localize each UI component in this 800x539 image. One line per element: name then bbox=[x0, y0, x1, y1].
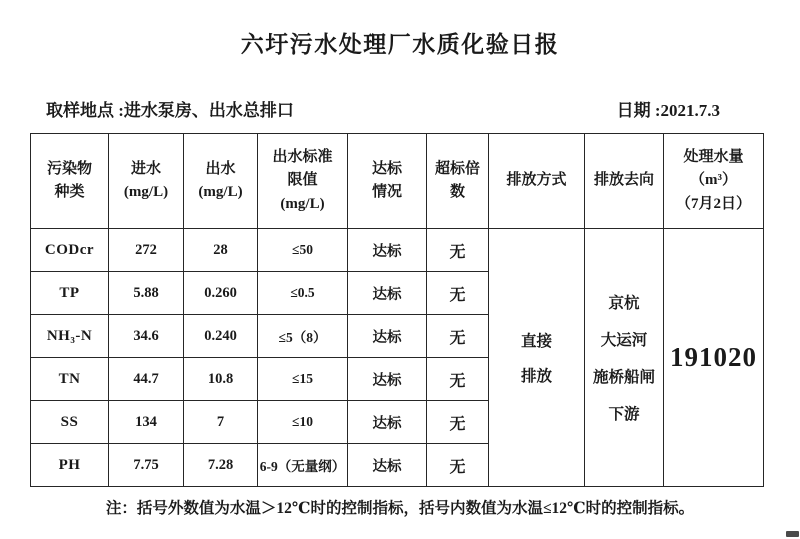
header-line: (mg/L) bbox=[198, 184, 243, 200]
limit-value: 6-9（无量纲） bbox=[258, 444, 348, 487]
col-header-exceedance bbox=[427, 134, 489, 229]
header-line: 限值 bbox=[287, 172, 318, 189]
pollutant-name: TP bbox=[31, 272, 109, 315]
header-line: (mg/L) bbox=[123, 184, 169, 200]
exceedance-value: 无 bbox=[427, 272, 489, 315]
compliance-status: 达标 bbox=[348, 358, 427, 401]
page-title: 六圩污水处理厂水质化验日报 bbox=[240, 32, 560, 57]
treated-water-volume: 191020 bbox=[664, 229, 764, 487]
compliance-status: 达标 bbox=[348, 272, 427, 315]
col-header-discharge-method bbox=[489, 134, 585, 229]
influent-value: 272 bbox=[109, 229, 184, 272]
header-line: （m³） bbox=[690, 172, 737, 189]
header-line: 排放方式 bbox=[506, 172, 567, 189]
effluent-value: 7.28 bbox=[184, 444, 258, 487]
exceedance-value: 无 bbox=[427, 401, 489, 444]
influent-value: 34.6 bbox=[109, 315, 184, 358]
col-header-treated-water-volume bbox=[664, 134, 764, 229]
header-line: 达标 bbox=[371, 160, 402, 177]
header-line: 数 bbox=[449, 184, 465, 200]
pollutant-name: PH bbox=[31, 444, 109, 487]
scan-artifact bbox=[786, 531, 799, 537]
col-header-influent bbox=[109, 134, 184, 229]
pollutant-name: TN bbox=[31, 358, 109, 401]
col-header-effluent-limit bbox=[258, 134, 348, 229]
col-header-discharge-destination bbox=[585, 134, 664, 229]
pollutant-name: NH₃-N bbox=[31, 315, 109, 358]
report-date: 日期 :2021.7.3 bbox=[616, 101, 720, 120]
discharge-destination-line: 大运河 bbox=[600, 332, 648, 349]
effluent-value: 0.260 bbox=[184, 272, 258, 315]
compliance-status: 达标 bbox=[348, 229, 427, 272]
limit-value: ≤10 bbox=[258, 401, 348, 444]
header-line: 出水 bbox=[205, 160, 236, 177]
influent-value: 44.7 bbox=[109, 358, 184, 401]
table-row bbox=[31, 229, 764, 272]
effluent-value: 7 bbox=[184, 401, 258, 444]
influent-value: 7.75 bbox=[109, 444, 184, 487]
sampling-location: 取样地点 :进水泵房、出水总排口 bbox=[46, 101, 294, 120]
col-header-effluent bbox=[184, 134, 258, 229]
limit-value: ≤5（8） bbox=[258, 315, 348, 358]
header-line: 处理水量 bbox=[683, 149, 744, 166]
header-line: 污染物 bbox=[46, 160, 92, 177]
header-line: 情况 bbox=[371, 184, 402, 200]
header-line: 种类 bbox=[54, 184, 85, 200]
footnote: 注：括号外数值为水温＞12℃时的控制指标，括号内数值为水温≤12℃时的控制指标。 bbox=[105, 500, 695, 517]
water-quality-table bbox=[30, 133, 764, 487]
exceedance-value: 无 bbox=[427, 229, 489, 272]
discharge-destination-cell bbox=[585, 229, 664, 487]
meta-row bbox=[46, 96, 720, 121]
exceedance-value: 无 bbox=[427, 358, 489, 401]
limit-value: ≤15 bbox=[258, 358, 348, 401]
header-line: 进水 bbox=[130, 160, 161, 177]
compliance-status: 达标 bbox=[348, 444, 427, 487]
effluent-value: 28 bbox=[184, 229, 258, 272]
influent-value: 134 bbox=[109, 401, 184, 444]
discharge-method-cell bbox=[489, 229, 585, 487]
pollutant-name: SS bbox=[31, 401, 109, 444]
discharge-method-line: 排放 bbox=[520, 368, 552, 385]
col-header-pollutant-type bbox=[31, 134, 109, 229]
header-line: （7月2日） bbox=[675, 195, 751, 212]
discharge-destination-line: 施桥船闸 bbox=[592, 369, 655, 386]
pollutant-name: CODcr bbox=[31, 229, 109, 272]
col-header-compliance bbox=[348, 134, 427, 229]
discharge-destination-line: 京杭 bbox=[608, 295, 640, 312]
exceedance-value: 无 bbox=[427, 444, 489, 487]
header-line: 出水标准 bbox=[272, 149, 333, 166]
discharge-destination-line: 下游 bbox=[608, 406, 640, 423]
effluent-value: 10.8 bbox=[184, 358, 258, 401]
limit-value: ≤50 bbox=[258, 229, 348, 272]
header-line: 排放去向 bbox=[593, 172, 654, 189]
compliance-status: 达标 bbox=[348, 315, 427, 358]
influent-value: 5.88 bbox=[109, 272, 184, 315]
table-header-row bbox=[31, 134, 764, 229]
header-line: (mg/L) bbox=[280, 195, 325, 212]
exceedance-value: 无 bbox=[427, 315, 489, 358]
limit-value: ≤0.5 bbox=[258, 272, 348, 315]
header-line: 超标倍 bbox=[434, 160, 480, 177]
discharge-method-line: 直接 bbox=[520, 333, 552, 350]
compliance-status: 达标 bbox=[348, 401, 427, 444]
effluent-value: 0.240 bbox=[184, 315, 258, 358]
